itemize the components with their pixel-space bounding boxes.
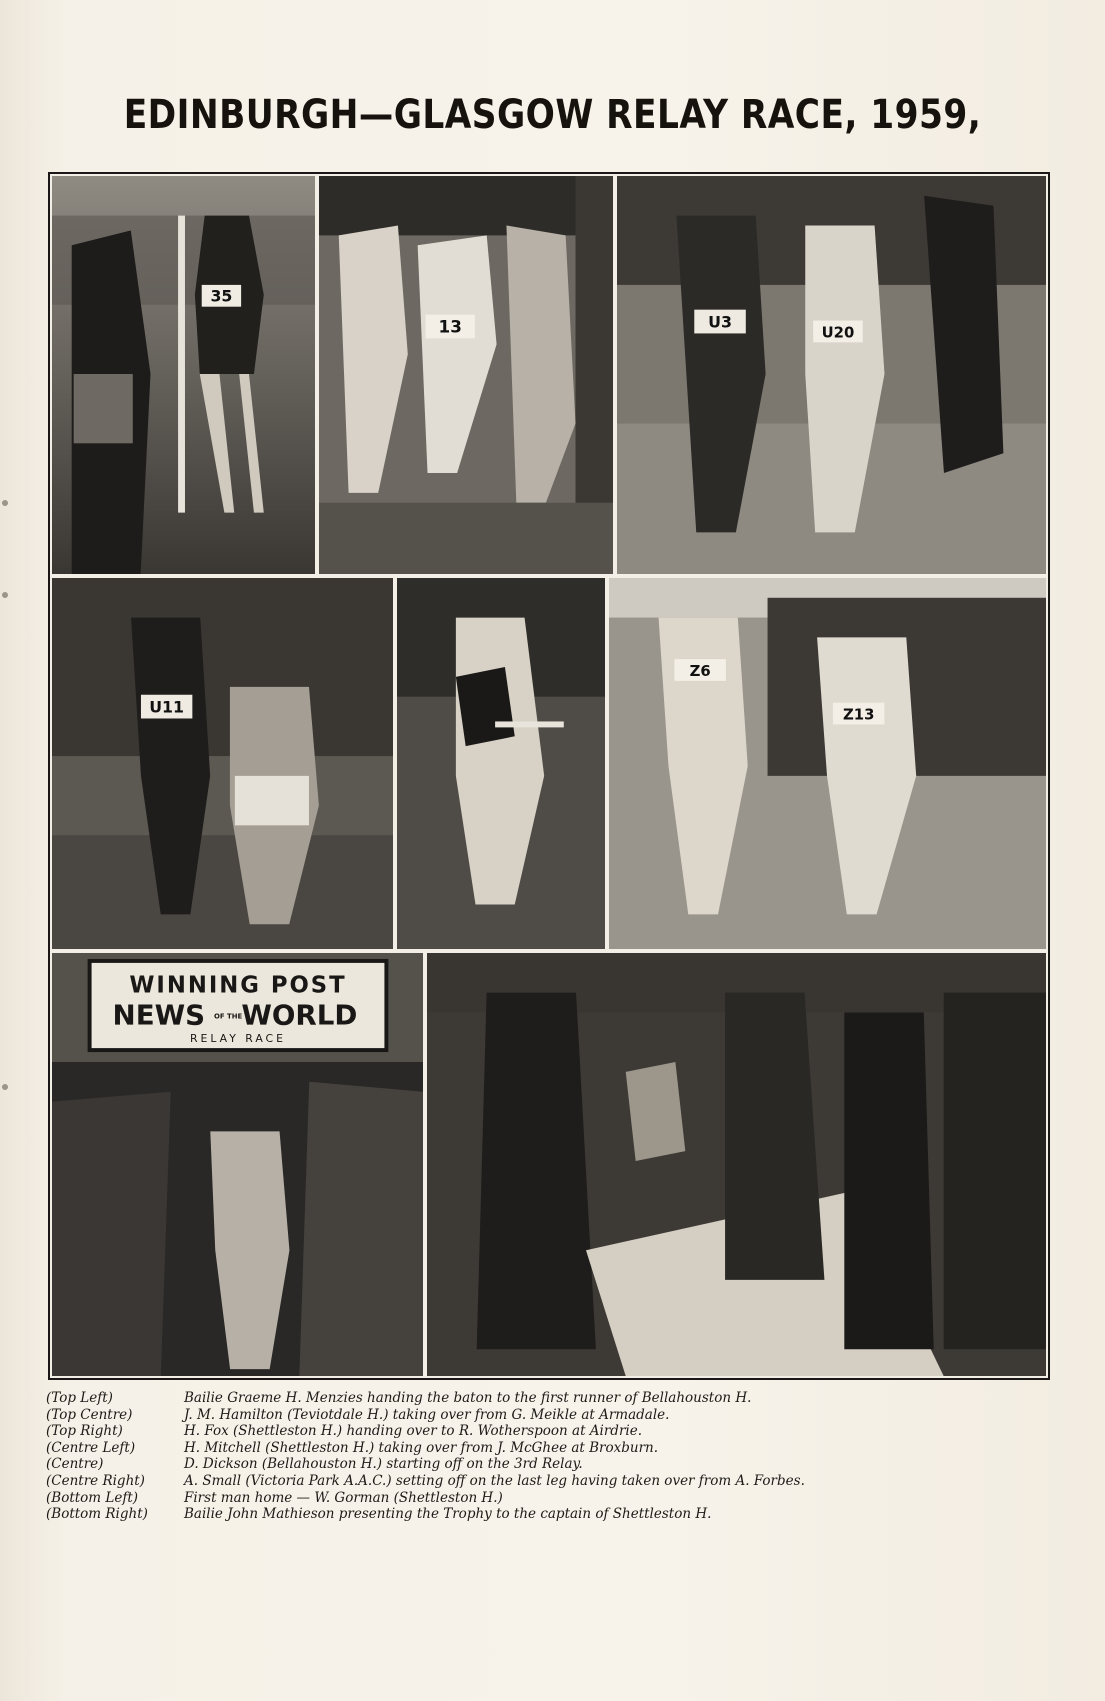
caption-text: Bailie John Mathieson presenting the Trophy to the captain of Shettleston H.	[184, 1506, 712, 1523]
photo-centre	[395, 576, 607, 951]
caption-row	[46, 1506, 1066, 1523]
photo-captions	[46, 1390, 1066, 1523]
page-title: EDINBURGH—GLASGOW RELAY RACE, 1959,	[123, 92, 982, 138]
binding-hole	[2, 500, 8, 506]
bib-number: Z13	[842, 705, 875, 724]
caption-text: Bailie Graeme H. Menzies handing the baton to the first runner of Bellahouston H.	[184, 1390, 752, 1406]
caption-row	[46, 1407, 1066, 1424]
caption-row	[46, 1440, 1066, 1457]
photo-bottom-right	[425, 951, 1048, 1378]
bib-number: 13	[438, 316, 462, 337]
photo-centre-left	[50, 576, 395, 951]
bib-number: U11	[149, 697, 185, 717]
photo-centre-right	[607, 576, 1048, 951]
photo-top-right	[615, 174, 1048, 576]
caption-row	[46, 1390, 1066, 1407]
caption-text: H. Mitchell (Shettleston H.) taking over from J. McGhee at Broxburn.	[184, 1439, 659, 1456]
caption-label: (Top Left)	[46, 1390, 113, 1406]
caption-row	[46, 1456, 1066, 1473]
binding-hole	[2, 1084, 8, 1090]
banner-world: WORLD	[241, 998, 358, 1032]
caption-label: (Bottom Right)	[46, 1506, 148, 1523]
trophy	[626, 1062, 686, 1161]
banner-of-the: OF THE	[214, 1012, 243, 1021]
bib-number: U20	[821, 323, 855, 342]
caption-text: H. Fox (Shettleston H.) handing over to R. Wotherspoon at Airdrie.	[184, 1423, 643, 1440]
caption-row	[46, 1423, 1066, 1440]
caption-label: (Centre Right)	[46, 1472, 145, 1489]
photo-top-left	[50, 174, 317, 576]
caption-label: (Centre Left)	[46, 1439, 136, 1456]
photo-bottom-left	[50, 951, 425, 1378]
caption-row	[46, 1490, 1066, 1507]
photo-top-centre	[317, 174, 615, 576]
banner-news: NEWS	[112, 998, 206, 1032]
caption-row	[46, 1473, 1066, 1490]
caption-text: First man home — W. Gorman (Shettleston H.)	[184, 1489, 503, 1506]
bib-number: U3	[708, 312, 732, 332]
caption-label: (Top Right)	[46, 1423, 123, 1440]
binding-hole	[2, 592, 8, 598]
caption-label: (Centre)	[46, 1456, 104, 1473]
banner-line3: RELAY RACE	[190, 1032, 286, 1046]
bib-number: 35	[210, 286, 233, 306]
caption-label: (Bottom Left)	[46, 1489, 139, 1506]
bib-number: Z6	[689, 661, 711, 680]
photo-grid	[48, 172, 1050, 1380]
caption-text: J. M. Hamilton (Teviotdale H.) taking over from G. Meikle at Armadale.	[184, 1406, 670, 1423]
caption-text: D. Dickson (Bellahouston H.) starting off on the 3rd Relay.	[184, 1456, 583, 1473]
caption-label: (Top Centre)	[46, 1406, 133, 1423]
caption-text: A. Small (Victoria Park A.A.C.) setting off on the last leg having taken over from A. Forbes.	[184, 1472, 805, 1489]
banner-line1: WINNING POST	[129, 972, 347, 999]
